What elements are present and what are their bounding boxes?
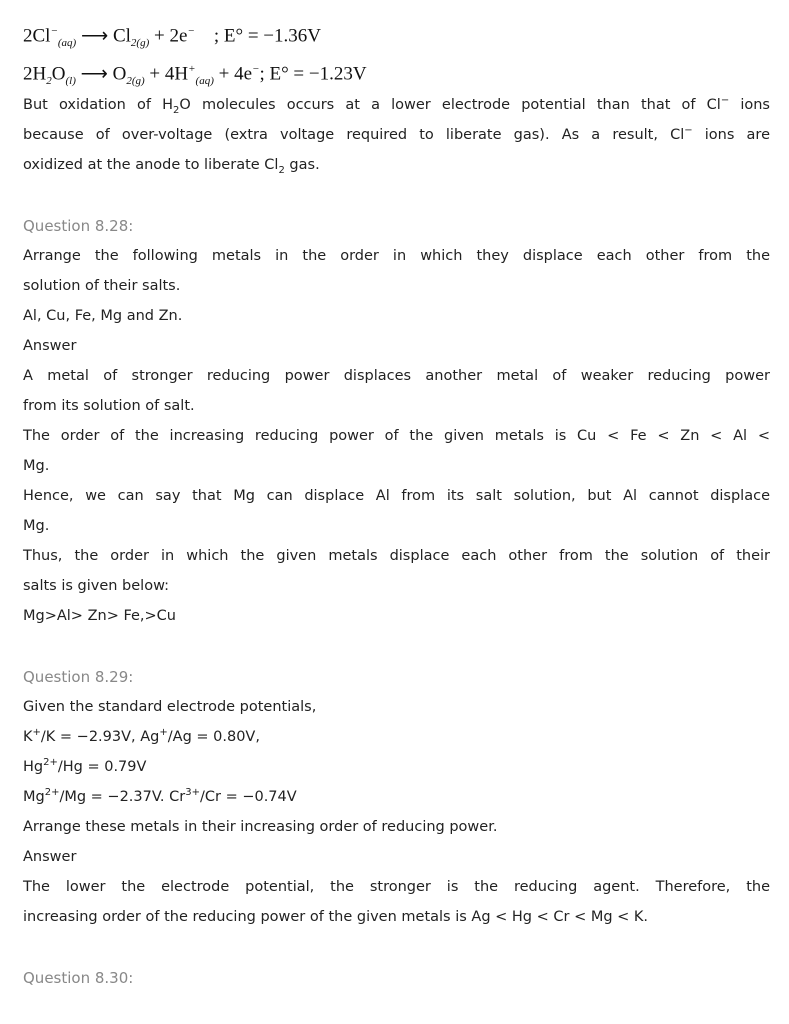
text-segment: Arrange these metals in their increasing order of reducing power. xyxy=(23,819,498,835)
text-segment: But oxidation of H xyxy=(23,97,174,113)
document-page xyxy=(23,14,770,993)
text-segment: Question 8.28: xyxy=(23,217,134,235)
text-segment: ⟶ Cl xyxy=(76,25,131,47)
text-line xyxy=(23,782,770,812)
text-segment: The lower the electrode potential, the stronger is the reducing agent. Therefore, the xyxy=(23,879,770,895)
text-segment: Mg>Al> Zn> Fe,>Cu xyxy=(23,608,176,624)
text-segment: − xyxy=(720,95,730,107)
text-line xyxy=(23,451,770,481)
text-segment: from its solution of salt. xyxy=(23,398,195,414)
text-segment: Al, Cu, Fe, Mg and Zn. xyxy=(23,308,183,324)
text-segment: solution of their salts. xyxy=(23,278,181,294)
text-line xyxy=(23,150,770,180)
question-heading xyxy=(23,963,770,993)
text-line xyxy=(23,481,770,511)
text-segment: Mg. xyxy=(23,518,50,534)
text-segment: Hg xyxy=(23,759,44,775)
text-segment: + xyxy=(159,727,168,739)
text-line xyxy=(23,601,770,631)
text-line xyxy=(23,872,770,902)
text-segment: Hence, we can say that Mg can displace Al from its salt solution, but Al cannot displace xyxy=(23,488,770,504)
text-segment: − xyxy=(252,63,260,75)
text-segment: 2Cl xyxy=(23,25,51,47)
text-line xyxy=(23,391,770,421)
text-line xyxy=(23,361,770,391)
text-segment: Given the standard electrode potentials, xyxy=(23,699,317,715)
text-segment: 2+ xyxy=(44,787,60,799)
text-line xyxy=(23,511,770,541)
chemical-equation xyxy=(23,52,770,90)
question-heading xyxy=(23,211,770,241)
text-line xyxy=(23,301,770,331)
text-segment: ions xyxy=(729,97,770,113)
text-line xyxy=(23,722,770,752)
text-segment: + xyxy=(32,727,41,739)
text-segment: (aq) xyxy=(57,37,77,50)
text-segment: − xyxy=(684,125,693,137)
text-segment: ⟶ O xyxy=(75,63,127,85)
text-line xyxy=(23,331,770,361)
text-line xyxy=(23,812,770,842)
text-segment: ; E° = −1.23V xyxy=(259,63,367,85)
text-segment: 2(g) xyxy=(130,37,150,50)
text-segment: Question 8.30: xyxy=(23,969,134,987)
text-segment: ; E° = −1.36V xyxy=(194,25,321,47)
text-line xyxy=(23,271,770,301)
text-segment: + xyxy=(188,63,196,75)
text-segment: 3+ xyxy=(185,787,200,799)
text-segment: 2 xyxy=(278,164,285,176)
text-line xyxy=(23,752,770,782)
text-segment: + 4e xyxy=(213,63,253,85)
text-segment: salts is given below: xyxy=(23,578,170,594)
text-segment: 2+ xyxy=(43,757,58,769)
text-segment: oxidized at the anode to liberate Cl xyxy=(23,157,279,173)
text-segment: Thus, the order in which the given metals displace each other from the solution of their xyxy=(23,548,770,564)
text-segment: /Mg = −2.37V. Cr xyxy=(59,789,186,805)
text-line xyxy=(23,120,770,150)
text-segment: 2 xyxy=(173,104,180,116)
text-segment: O molecules occurs at a lower electrode potential than that of Cl xyxy=(179,97,721,113)
text-segment: Mg xyxy=(23,789,45,805)
question-heading xyxy=(23,662,770,692)
text-segment: A metal of stronger reducing power displaces another metal of weaker reducing power xyxy=(23,368,770,384)
text-line xyxy=(23,902,770,932)
text-line xyxy=(23,692,770,722)
text-segment: 2H xyxy=(23,63,47,85)
text-segment: Answer xyxy=(23,849,77,865)
text-segment: Mg. xyxy=(23,458,50,474)
text-line xyxy=(23,90,770,120)
text-segment: O xyxy=(51,63,66,85)
text-segment: (aq) xyxy=(195,75,214,88)
text-line xyxy=(23,842,770,872)
text-segment: ions are xyxy=(692,127,770,143)
text-segment: Arrange the following metals in the order in which they displace each other from the xyxy=(23,248,770,264)
text-segment: /K = −2.93V, Ag xyxy=(40,729,160,745)
text-segment: gas. xyxy=(284,157,320,173)
text-segment: 2(g) xyxy=(126,75,145,88)
chemical-equation xyxy=(23,14,770,52)
text-segment: + 2e xyxy=(149,25,188,47)
text-segment: + 4H xyxy=(144,63,189,85)
text-segment: − xyxy=(50,25,58,37)
text-segment: increasing order of the reducing power of the given metals is Ag < Hg < Cr < Mg < K. xyxy=(23,909,649,925)
text-segment: The order of the increasing reducing power of the given metals is Cu < Fe < Zn < Al < xyxy=(23,428,770,444)
text-segment: K xyxy=(23,729,33,745)
text-segment: Question 8.29: xyxy=(23,668,134,686)
text-line xyxy=(23,241,770,271)
text-segment: Answer xyxy=(23,338,77,354)
text-segment: /Ag = 0.80V, xyxy=(167,729,260,745)
text-segment: /Cr = −0.74V xyxy=(199,789,297,805)
text-line xyxy=(23,571,770,601)
text-line xyxy=(23,421,770,451)
text-segment: because of over-voltage (extra voltage required to liberate gas). As a result, Cl xyxy=(23,127,685,143)
text-segment: /Hg = 0.79V xyxy=(57,759,147,775)
text-segment: 2 xyxy=(46,75,52,88)
text-line xyxy=(23,541,770,571)
text-segment: − xyxy=(187,25,195,37)
text-segment: (l) xyxy=(65,75,76,88)
